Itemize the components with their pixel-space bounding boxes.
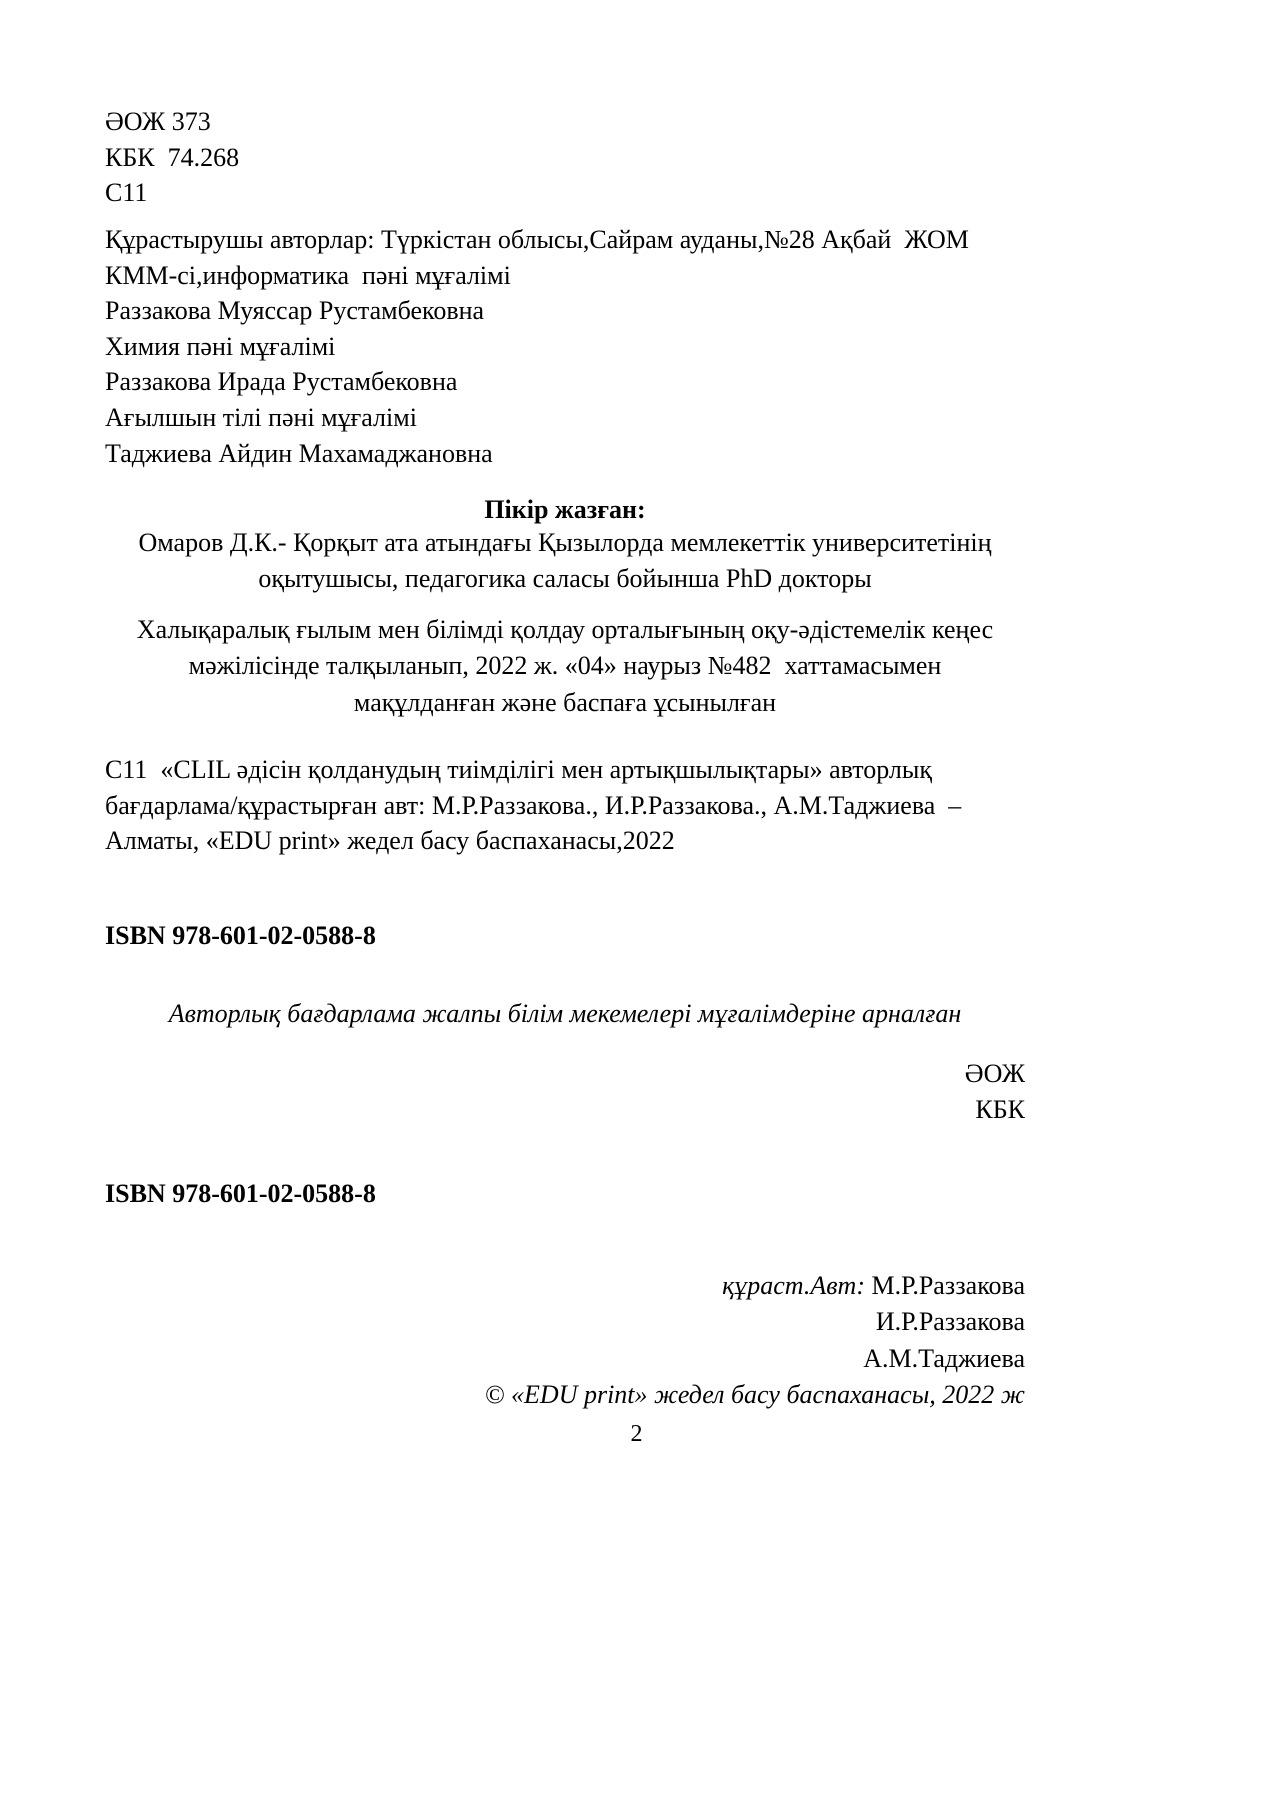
approval-line: мақұлданған және баспаға ұсынылған: [353, 687, 777, 717]
credits-block: [300, 1268, 1025, 1414]
approval-line: Халықаралық ғылым мен білімді қолдау орталығының оқу-әдістемелік кеңес: [136, 615, 994, 644]
codes-right-block: [300, 1056, 1025, 1128]
udc-code-right: ӘОЖ: [964, 1059, 1025, 1088]
audience-note-text: Авторлық бағдарлама жалпы білім мекемелері мұғалімдеріне арналған: [168, 999, 962, 1028]
isbn-top-text: ISBN 978-601-02-0588-8: [105, 921, 376, 950]
compilers-line: Құрастырушы авторлар: Түркістан облысы,Сайрам ауданы,№28 Ақбай ЖОМ: [105, 225, 969, 254]
compilers-line: Раззакова Ирада Рустамбековна: [105, 367, 458, 397]
isbn-bottom-text: ISBN 978-601-02-0588-8: [105, 1179, 376, 1208]
compilers-block: [105, 222, 1025, 471]
compilers-line: Ағылшын тілі пәні мұғалімі: [105, 403, 417, 433]
compilers-line: Раззакова Муяссар Рустамбековна: [105, 296, 485, 326]
reviewer-block: [105, 525, 1025, 598]
compilers-line: Химия пәні мұғалімі: [105, 331, 336, 361]
citation-line: С11 «CLIL әдісін қолданудың тиімділігі мен артықшылықтары» авторлық: [105, 755, 932, 784]
isbn-bottom: [105, 1176, 1025, 1212]
compilers-line: Таджиева Айдин Махамаджановна: [105, 438, 493, 468]
copyright-line: © «EDU print» жедел басу баспаханасы, 2022 ж: [484, 1380, 1025, 1410]
approval-block: [105, 612, 1025, 721]
compilers-line: КММ-сі,информатика пәні мұғалімі: [105, 260, 511, 290]
citation-line: Алматы, «EDU print» жедел басу баспаханасы,2022: [105, 826, 675, 856]
isbn-top: [105, 918, 1025, 954]
credits-author-3-line: А.М.Таджиева: [863, 1343, 1025, 1373]
credits-author-2-line: И.Р.Раззакова: [875, 1307, 1025, 1337]
citation-block: [105, 752, 1025, 859]
audience-note: [105, 996, 1025, 1032]
approval-line: мәжілісінде талқыланып, 2022 ж. «04» наурыз №482 хаттамасымен: [188, 651, 942, 681]
reviewer-line: Омаров Д.К.- Қорқыт ата атындағы Қызылорда мемлекеттік университетінің: [138, 528, 992, 557]
reviewer-heading: [105, 492, 1025, 528]
shelf-mark: С11: [105, 178, 148, 208]
reviewer-heading-text: Пікір жазған:: [484, 495, 646, 524]
citation-line: бағдарлама/құрастырған авт: М.Р.Раззакова., И.Р.Раззакова., А.М.Таджиева –: [105, 790, 962, 820]
reviewer-line: оқытушысы, педагогика саласы бойынша PhD докторы: [258, 564, 872, 594]
bbk-code-right: КБК: [975, 1094, 1025, 1124]
udc-code: ӘОЖ 373: [105, 107, 211, 136]
credits-compiler-line: [300, 1268, 1025, 1304]
bbk-code: КБК 74.268: [105, 142, 240, 172]
credits-compiler-label: құраст.Авт:: [722, 1271, 865, 1300]
page-number: 2: [630, 1421, 643, 1447]
credits-author-1: М.Р.Раззакова: [871, 1271, 1025, 1300]
classification-codes: [105, 104, 1025, 211]
